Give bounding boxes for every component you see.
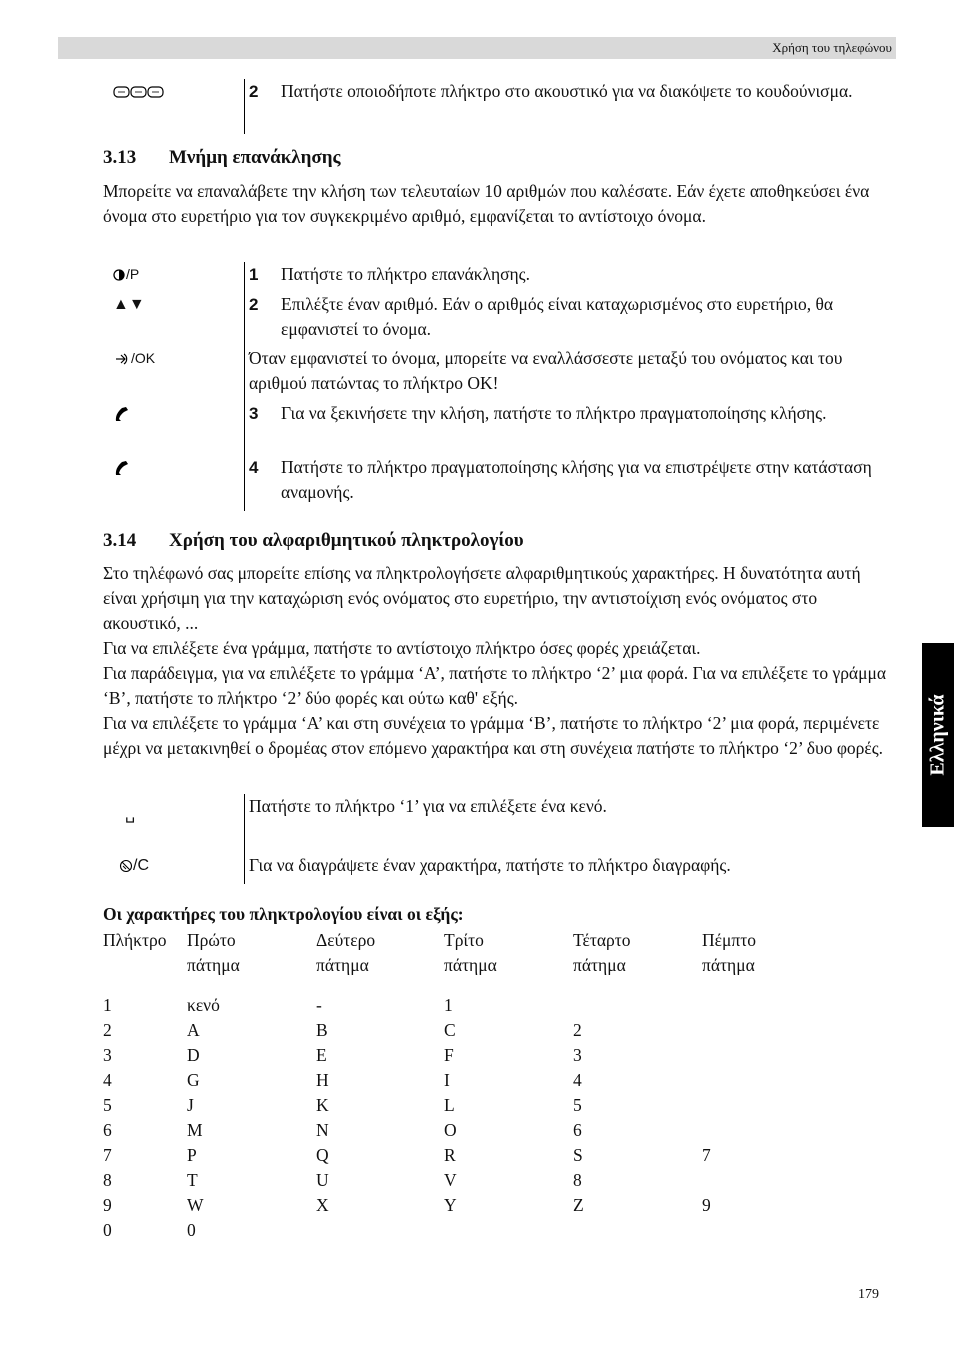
paragraph: Για να επιλέξετε το γράμμα ‘A’ και στη συνέχεια το γράμμα ‘B’, πατήστε το πλήκτρο ‘2’ μια φορά, περιμένετε μέχρι να μετακινηθεί ο δρομέας στον επόμενο χαρακτήρα και στη συνέχεια πατήστε το πλήκτρο ‘2’ δυο φορές. xyxy=(103,713,884,758)
table-cell: 7 xyxy=(103,1145,112,1165)
table-cell: 5 xyxy=(573,1095,582,1115)
paragraph: Για να επιλέξετε ένα γράμμα, πατήστε το αντίστοιχο πλήκτρο όσες φορές χρειάζεται. xyxy=(103,638,701,658)
call-key-icon xyxy=(113,455,173,480)
table-cell: 4 xyxy=(103,1070,112,1090)
ok-key-icon-label: /OK xyxy=(131,350,156,366)
table-row xyxy=(103,995,803,1020)
table-cell: κενό xyxy=(187,995,220,1015)
step-number: 4 xyxy=(249,458,259,477)
table-cell: V xyxy=(444,1170,457,1190)
table-row xyxy=(103,1095,803,1120)
table-cell: 1 xyxy=(444,995,453,1015)
table-cell: 2 xyxy=(103,1020,112,1040)
keypad-notes-block xyxy=(103,794,898,884)
call-key-icon xyxy=(113,401,173,426)
table-cell: H xyxy=(316,1070,329,1090)
table-cell: D xyxy=(187,1045,200,1065)
redial-steps-block xyxy=(103,262,898,512)
keyboard-table-title: Οι χαρακτήρες του πληκτρολογίου είναι οι εξής: xyxy=(103,904,464,924)
up-down-arrows-icon: ▲▼ xyxy=(113,296,145,313)
table-cell: R xyxy=(444,1145,456,1165)
note-text: Πατήστε το πλήκτρο ‘1’ για να επιλέξετε ένα κενό. xyxy=(249,796,607,816)
table-cell: 0 xyxy=(187,1220,196,1240)
table-cell: Q xyxy=(316,1145,329,1165)
delete-key-icon-label: /C xyxy=(133,857,149,874)
table-cell: 6 xyxy=(103,1120,112,1140)
table-cell: 9 xyxy=(702,1195,711,1215)
section-heading-3-14 xyxy=(103,530,524,552)
table-cell: 8 xyxy=(103,1170,112,1190)
table-header-cell: Δεύτερο πάτημα xyxy=(316,930,376,975)
step-divider xyxy=(244,79,245,134)
table-cell: F xyxy=(444,1045,454,1065)
table-cell: U xyxy=(316,1170,329,1190)
table-cell: X xyxy=(316,1195,329,1215)
page-number: 179 xyxy=(858,1287,879,1302)
table-cell: O xyxy=(444,1120,457,1140)
header-title: Χρήση του τηλεφώνου xyxy=(772,40,892,55)
table-cell: W xyxy=(187,1195,204,1215)
section-heading-3-13 xyxy=(103,147,341,169)
table-cell: 6 xyxy=(573,1120,582,1140)
table-cell: I xyxy=(444,1070,450,1090)
table-cell: S xyxy=(573,1145,583,1165)
section-3-14-body xyxy=(103,561,898,761)
redial-icon xyxy=(113,262,173,287)
table-header-cell: Πρώτο πάτημα xyxy=(187,930,240,975)
paragraph: Στο τηλέφωνό σας μπορείτε επίσης να πληκτρολογήσετε αλφαριθμητικούς χαρακτήρες. Η δυνατότητα αυτή είναι χρήσιμη για την καταχώριση ενός ονόματος στο ευρετήριο, την αντιστοίχιση ενός ονόματος στο ακουστικό, ... xyxy=(103,563,861,633)
table-cell: L xyxy=(444,1095,455,1115)
section-title: Χρήση του αλφαριθμητικού πληκτρολογίου xyxy=(169,530,524,551)
paragraph: Για παράδειγμα, για να επιλέξετε το γράμμα ‘A’, πατήστε το πλήκτρο ‘2’ μια φορά. Για να επιλέξετε το γράμμα ‘B’, πατήστε το πλήκτρο ‘2’ δύο φορές και ούτω καθ' εξής. xyxy=(103,663,887,708)
section-3-13-intro xyxy=(103,179,898,229)
table-cell: Z xyxy=(573,1195,584,1215)
table-row xyxy=(103,1170,803,1195)
table-header-cell: Πλήκτρο xyxy=(103,930,167,950)
step-text: Πατήστε το πλήκτρο επανάκλησης. xyxy=(281,264,530,284)
table-cell: P xyxy=(187,1145,197,1165)
language-tab xyxy=(922,643,954,827)
table-cell: - xyxy=(316,995,322,1015)
table-row xyxy=(103,1020,803,1045)
table-cell: 1 xyxy=(103,995,112,1015)
step-text: Πατήστε οποιοδήποτε πλήκτρο στο ακουστικό για να διακόψετε το κουδούνισμα. xyxy=(281,81,853,101)
table-cell: 3 xyxy=(573,1045,582,1065)
note-text: Για να διαγράψετε έναν χαρακτήρα, πατήστε το πλήκτρο διαγραφής. xyxy=(249,855,731,875)
step-number: 3 xyxy=(249,404,259,423)
table-cell: E xyxy=(316,1045,327,1065)
table-row xyxy=(103,1070,803,1095)
step-text: Επιλέξτε έναν αριθμό. Εάν ο αριθμός είναι καταχωρισμένος στο ευρετήριο, θα εμφανιστεί το όνομα. xyxy=(281,294,834,339)
table-row xyxy=(103,1120,803,1145)
table-cell: Y xyxy=(444,1195,457,1215)
delete-key-icon xyxy=(119,853,179,878)
step-text: Για να ξεκινήσετε την κλήση, πατήστε το πλήκτρο πραγματοποίησης κλήσης. xyxy=(281,403,827,423)
table-cell: N xyxy=(316,1120,329,1140)
table-cell: M xyxy=(187,1120,203,1140)
table-cell: J xyxy=(187,1095,194,1115)
table-cell: K xyxy=(316,1095,329,1115)
step-divider xyxy=(244,794,245,884)
step-number: 2 xyxy=(249,295,259,314)
table-row xyxy=(103,1220,803,1245)
ok-key-icon xyxy=(115,346,175,371)
table-cell: 8 xyxy=(573,1170,582,1190)
table-cell: 5 xyxy=(103,1095,112,1115)
step-number: 2 xyxy=(249,82,259,101)
paragraph: Μπορείτε να επαναλάβετε την κλήση των τελευταίων 10 αριθμών που καλέσατε. Εάν έχετε αποθηκεύσει ένα όνομα στο ευρετήριο για τον συγκεκριμένο αριθμό, εμφανίζεται το αντίστοιχο όνομα. xyxy=(103,181,870,226)
table-cell: 9 xyxy=(103,1195,112,1215)
step-text: Όταν εμφανιστεί το όνομα, μπορείτε να εναλλάσσεστε μεταξύ του ονόματος και του αριθμού πατώντας το πλήκτρο OK! xyxy=(249,348,843,393)
table-cell: A xyxy=(187,1020,200,1040)
soft-keys-icon xyxy=(113,79,173,104)
section-number: 3.14 xyxy=(103,530,137,551)
table-cell: G xyxy=(187,1070,200,1090)
table-cell: C xyxy=(444,1020,456,1040)
space-key-icon: ␣ xyxy=(125,806,136,823)
table-header-cell: Τρίτο πάτημα xyxy=(444,930,497,975)
table-header-cell: Τέταρτο πάτημα xyxy=(573,930,631,975)
table-cell: 2 xyxy=(573,1020,582,1040)
table-cell: 3 xyxy=(103,1045,112,1065)
table-cell: 0 xyxy=(103,1220,112,1240)
step-text: Πατήστε το πλήκτρο πραγματοποίησης κλήσης για να επιστρέψετε στην κατάσταση αναμονής. xyxy=(281,457,872,502)
table-row xyxy=(103,1195,803,1220)
step-number: 1 xyxy=(249,265,259,284)
language-tab-label: Ελληνικά xyxy=(926,694,949,776)
step-divider xyxy=(244,262,245,511)
table-header-cell: Πέμπτο πάτημα xyxy=(702,930,756,975)
table-row xyxy=(103,1045,803,1070)
table-row xyxy=(103,1145,803,1170)
table-cell: T xyxy=(187,1170,198,1190)
running-header xyxy=(58,37,896,59)
redial-icon-label: /P xyxy=(126,266,140,282)
table-cell: B xyxy=(316,1020,328,1040)
section-number: 3.13 xyxy=(103,147,137,168)
top-step-block xyxy=(103,79,898,135)
section-title: Μνήμη επανάκλησης xyxy=(169,147,341,168)
table-cell: 7 xyxy=(702,1145,711,1165)
table-cell: 4 xyxy=(573,1070,582,1090)
